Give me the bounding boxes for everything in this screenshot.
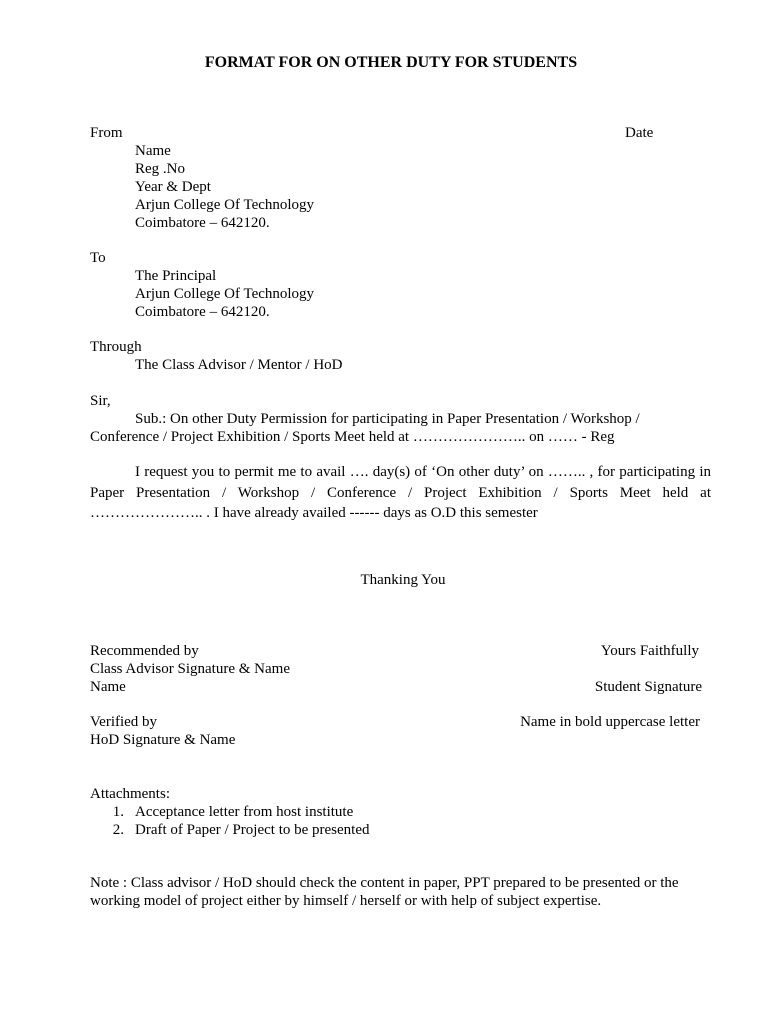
verified-by: Verified by (90, 714, 158, 730)
from-line: Coimbatore – 642120. (135, 215, 270, 231)
through-line: The Class Advisor / Mentor / HoD (135, 357, 343, 373)
attachment-item (90, 803, 370, 821)
body-paragraph: I request you to permit me to avail …. day(s) of ‘On other duty’ on …….. , for participating in Paper Presentation / Workshop / Conference / Project Exhibition / Sports Meet held at ………………….. . I have already availed ------ days as O.D this semester (90, 464, 711, 521)
subject-line-2: Conference / Project Exhibition / Sports Meet held at ………………….. on …… - Reg (90, 429, 615, 445)
subject-line-1: Sub.: On other Duty Permission for participating in Paper Presentation / Workshop / (135, 411, 640, 427)
attachment-number: 1. (112, 804, 124, 820)
attachment-item (90, 821, 370, 839)
document-title: FORMAT FOR ON OTHER DUTY FOR STUDENTS (204, 54, 578, 71)
recommended-by: Recommended by (90, 643, 199, 659)
to-line: The Principal (135, 268, 217, 284)
verified-block (90, 713, 235, 749)
attachment-text: Draft of Paper / Project to be presented (135, 822, 370, 838)
from-line: Reg .No (135, 161, 185, 177)
note (90, 874, 711, 910)
student-signature: Student Signature (594, 679, 702, 695)
class-advisor-signature: Class Advisor Signature & Name (90, 661, 290, 677)
hod-signature: HoD Signature & Name (90, 732, 236, 748)
attachment-number: 2. (112, 822, 124, 838)
subject-block (90, 392, 640, 446)
date-label: Date (625, 125, 654, 141)
note-line-2: working model of project either by himself / herself or with help of subject expertise. (90, 893, 602, 909)
salutation: Sir, (90, 393, 111, 409)
to-label: To (90, 250, 106, 266)
to-line: Coimbatore – 642120. (135, 304, 270, 320)
from-label: From (90, 125, 123, 141)
advisor-name: Name (90, 679, 126, 695)
from-block (90, 124, 314, 232)
to-line: Arjun College Of Technology (135, 286, 315, 302)
yours-faithfully: Yours Faithfully (600, 643, 699, 659)
through-label: Through (90, 339, 142, 355)
from-line: Arjun College Of Technology (135, 197, 315, 213)
from-line: Name (135, 143, 171, 159)
attachments-block (90, 785, 370, 839)
attachments-label: Attachments: (90, 786, 170, 802)
name-bold-uppercase: Name in bold uppercase letter (520, 714, 700, 730)
through-block (90, 338, 343, 374)
attachment-text: Acceptance letter from host institute (135, 804, 354, 820)
to-block (90, 249, 314, 321)
recommended-block (90, 642, 290, 696)
closing: Thanking You (360, 572, 446, 588)
note-line-1: Note : Class advisor / HoD should check the content in paper, PPT prepared to be presented or the (90, 875, 679, 891)
from-line: Year & Dept (135, 179, 211, 195)
